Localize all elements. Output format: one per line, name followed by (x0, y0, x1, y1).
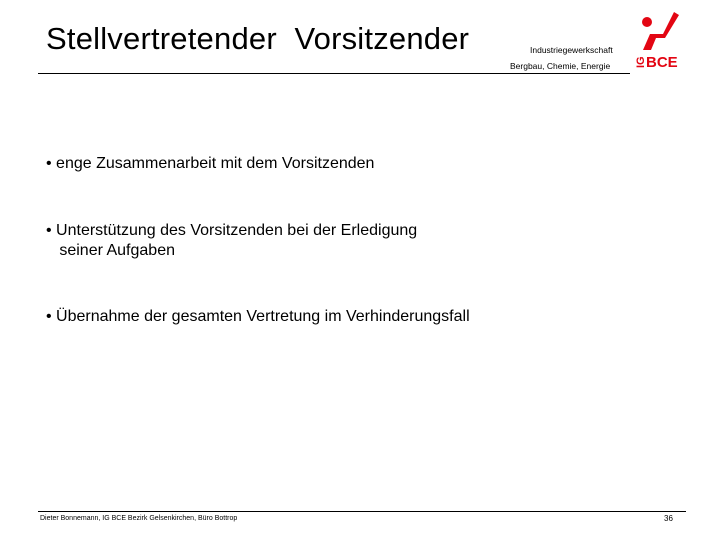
header-divider (38, 73, 630, 74)
org-name: Industriegewerkschaft (530, 45, 613, 55)
bullet-item: • Übernahme der gesamten Vertretung im Verhinderungsfall (46, 308, 470, 325)
page-number: 36 (664, 514, 673, 523)
bullet-item: • enge Zusammenarbeit mit dem Vorsitzenden (46, 155, 375, 172)
igbce-logo (633, 10, 681, 72)
footer-text: Dieter Bonnemann, IG BCE Bezirk Gelsenkirchen, Büro Bottrop (40, 515, 238, 522)
org-sectors: Bergbau, Chemie, Energie (510, 61, 611, 71)
svg-text:BCE: BCE (646, 54, 678, 71)
svg-text:IG: IG (635, 56, 647, 68)
slide-title: Stellvertretender Vorsitzender (46, 21, 470, 56)
footer-divider (38, 511, 686, 512)
bullet-item: • Unterstützung des Vorsitzenden bei der Erledigung seiner Aufgaben (46, 222, 418, 259)
